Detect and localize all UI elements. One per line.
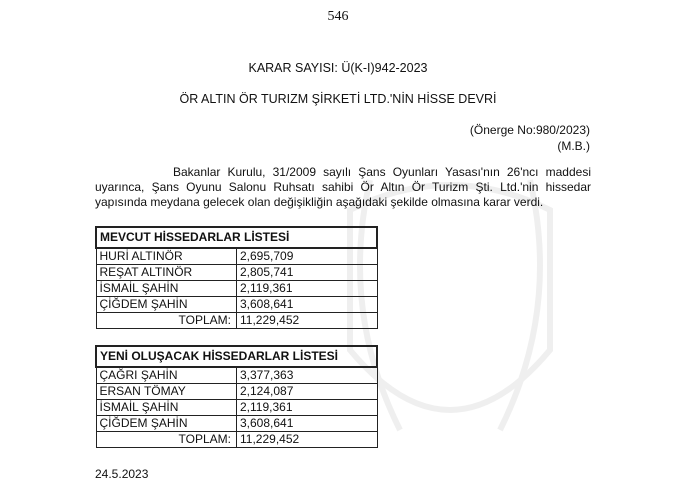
total-value: 11,229,452 bbox=[237, 432, 378, 448]
share-value: 3,608,641 bbox=[237, 297, 378, 313]
total-row bbox=[96, 313, 377, 329]
table-row bbox=[96, 367, 377, 384]
total-value: 11,229,452 bbox=[237, 313, 378, 329]
table-row bbox=[96, 384, 377, 400]
shareholder-name: HURİ ALTINÖR bbox=[96, 248, 237, 265]
shareholder-name: REŞAT ALTINÖR bbox=[96, 265, 237, 281]
shareholder-name: ÇAĞRI ŞAHİN bbox=[96, 367, 237, 384]
total-label: TOPLAM: bbox=[96, 432, 237, 448]
share-value: 2,124,087 bbox=[237, 384, 378, 400]
shareholder-name: ERSAN TÖMAY bbox=[96, 384, 237, 400]
table-row bbox=[96, 248, 377, 265]
decision-date: 24.5.2023 bbox=[95, 467, 149, 481]
table-row bbox=[96, 400, 377, 416]
shareholder-name: İSMAİL ŞAHİN bbox=[96, 281, 237, 297]
table-title: YENİ OLUŞACAK HİSSEDARLAR LİSTESİ bbox=[96, 346, 377, 367]
share-value: 2,119,361 bbox=[237, 400, 378, 416]
current-shareholders-table bbox=[95, 226, 378, 329]
motion-number: (Önerge No:980/2023) bbox=[469, 123, 590, 137]
total-row bbox=[96, 432, 377, 448]
motion-initials: (M.B.) bbox=[557, 139, 590, 153]
page-number: 546 bbox=[327, 9, 349, 24]
decision-title: ÖR ALTIN ÖR TURIZM ŞİRKETİ LTD.'NİN HİSSE DEVRİ bbox=[179, 92, 497, 106]
shareholder-name: İSMAİL ŞAHİN bbox=[96, 400, 237, 416]
table-row bbox=[96, 265, 377, 281]
share-value: 2,805,741 bbox=[237, 265, 378, 281]
body-text: Bakanlar Kurulu, 31/2009 sayılı Şans Oyunları Yasası'nın 26'ncı maddesi uyarınca, Şans Oyunu Salonu Ruhsatı sahibi Ör Altın Ör Turizm Şti. Ltd.'nin hissedar yapısında meydana gelecek olan değişikliğin aşağıdaki şekilde olmasına karar verdi. bbox=[95, 165, 591, 209]
table-row bbox=[96, 416, 377, 432]
share-value: 2,695,709 bbox=[237, 248, 378, 265]
total-label: TOPLAM: bbox=[96, 313, 237, 329]
body-paragraph bbox=[95, 165, 591, 210]
table-title: MEVCUT HİSSEDARLAR LİSTESİ bbox=[96, 227, 377, 248]
table-row bbox=[96, 281, 377, 297]
new-shareholders-table bbox=[95, 345, 378, 448]
share-value: 3,377,363 bbox=[237, 367, 378, 384]
shareholder-name: ÇİĞDEM ŞAHİN bbox=[96, 416, 237, 432]
decision-number: KARAR SAYISI: Ü(K-I)942-2023 bbox=[248, 61, 428, 75]
shareholder-name: ÇİĞDEM ŞAHİN bbox=[96, 297, 237, 313]
share-value: 3,608,641 bbox=[237, 416, 378, 432]
table-row bbox=[96, 297, 377, 313]
share-value: 2,119,361 bbox=[237, 281, 378, 297]
